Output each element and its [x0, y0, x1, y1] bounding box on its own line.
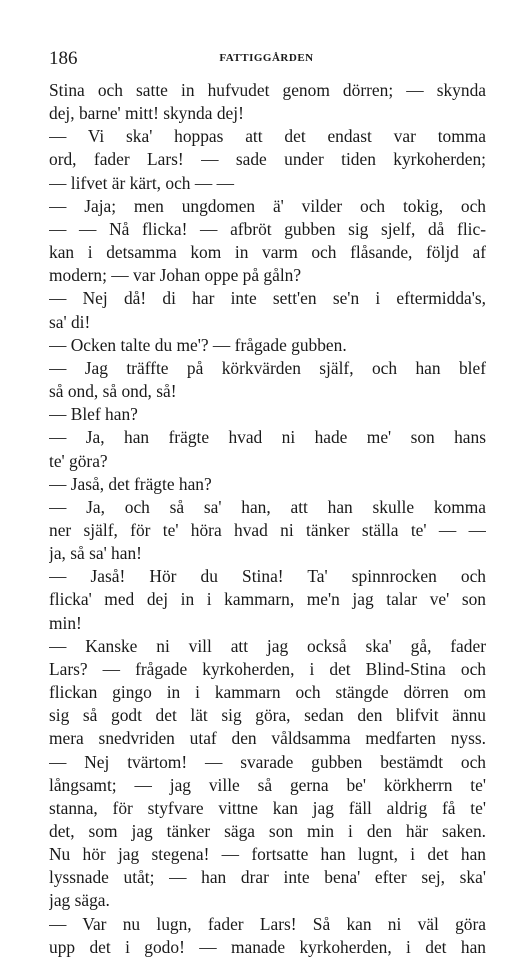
text-line: ja, så sa' han!	[49, 543, 142, 564]
text-line: så ond, så ond, så!	[49, 381, 177, 402]
text-line: — Nej då! di har inte sett'en se'n i eftermidda's,	[49, 288, 486, 309]
text-line: dej, barne' mitt! skynda dej!	[49, 103, 244, 124]
text-line: min!	[49, 612, 82, 633]
text-line: — Ja, och så sa' han, att han skulle komma	[49, 496, 486, 517]
page-number: 186	[49, 48, 78, 69]
text-line: Stina och satte in hufvudet genom dörren; — skynda	[49, 80, 486, 100]
text-line: ord, fader Lars! — sade under tiden kyrkoherden;	[49, 149, 486, 170]
text-line: — Jag träffte på körkvärden själf, och han blef	[49, 357, 486, 378]
text-line: — Ocken talte du me'? — frågade gubben.	[49, 334, 347, 355]
body-text	[49, 79, 486, 959]
text-line: långsamt; — jag ville så gerna be' körkherrn te'	[49, 774, 486, 795]
text-line: sa' di!	[49, 311, 91, 332]
text-line: lyssnade utåt; — han drar inte bena' efter sej, ska'	[49, 867, 486, 888]
text-line: — Blef han?	[49, 404, 138, 425]
text-line: ner själf, för te' höra hvad ni tänker ställa te' — —	[49, 519, 486, 540]
text-line: — Jaja; men ungdomen ä' vilder och tokig, och	[49, 195, 486, 216]
text-line: te' göra?	[49, 450, 108, 471]
running-title: FATTIGGÅRDEN	[219, 52, 314, 64]
text-line: — lifvet är kärt, och — —	[49, 172, 234, 193]
text-line: modern; — var Johan oppe på gåln?	[49, 265, 302, 286]
text-line: Lars? — frågade kyrkoherden, i det Blind-Stina och	[49, 658, 486, 679]
text-line: — Var nu lugn, fader Lars! Så kan ni väl göra	[49, 913, 486, 934]
text-line: upp det i godo! — manade kyrkoherden, i det han	[49, 936, 486, 957]
text-line: — Vi ska' hoppas att det endast var tomma	[49, 126, 486, 147]
text-line: Nu hör jag stegena! — fortsatte han lugnt, i det han	[49, 844, 486, 865]
text-line: — — Nå flicka! — afbröt gubben sig sjelf, då flic-	[49, 218, 486, 239]
text-line: — Jaså! Hör du Stina! Ta' spinnrocken och	[49, 566, 486, 587]
text-line: sig så godt det lät sig göra, sedan den blifvit ännu	[49, 705, 486, 726]
text-line: — Jaså, det frägte han?	[49, 473, 212, 494]
text-line: mera snedvriden utaf den våldsamma medfarten nyss.	[49, 728, 486, 749]
text-line: — Kanske ni vill att jag också ska' gå, fader	[49, 635, 486, 656]
text-line: jag säga.	[49, 890, 110, 911]
page-header	[49, 48, 484, 72]
text-line: flicka' med dej in i kammarn, me'n jag talar ve' son	[49, 589, 486, 610]
text-line: det, som jag tänker säga son min i den här saken.	[49, 821, 486, 841]
text-line: flickan gingo in i kammarn och stängde dörren om	[49, 682, 486, 703]
text-line: — Nej tvärtom! — svarade gubben bestämdt och	[49, 751, 486, 772]
text-line: — Ja, han frägte hvad ni hade me' son hans	[49, 427, 486, 448]
text-line: stanna, för styfvare vittne kan jag fäll aldrig få te'	[49, 797, 486, 818]
text-line: kan i detsamma kom in varm och flåsande, följd af	[49, 242, 486, 263]
